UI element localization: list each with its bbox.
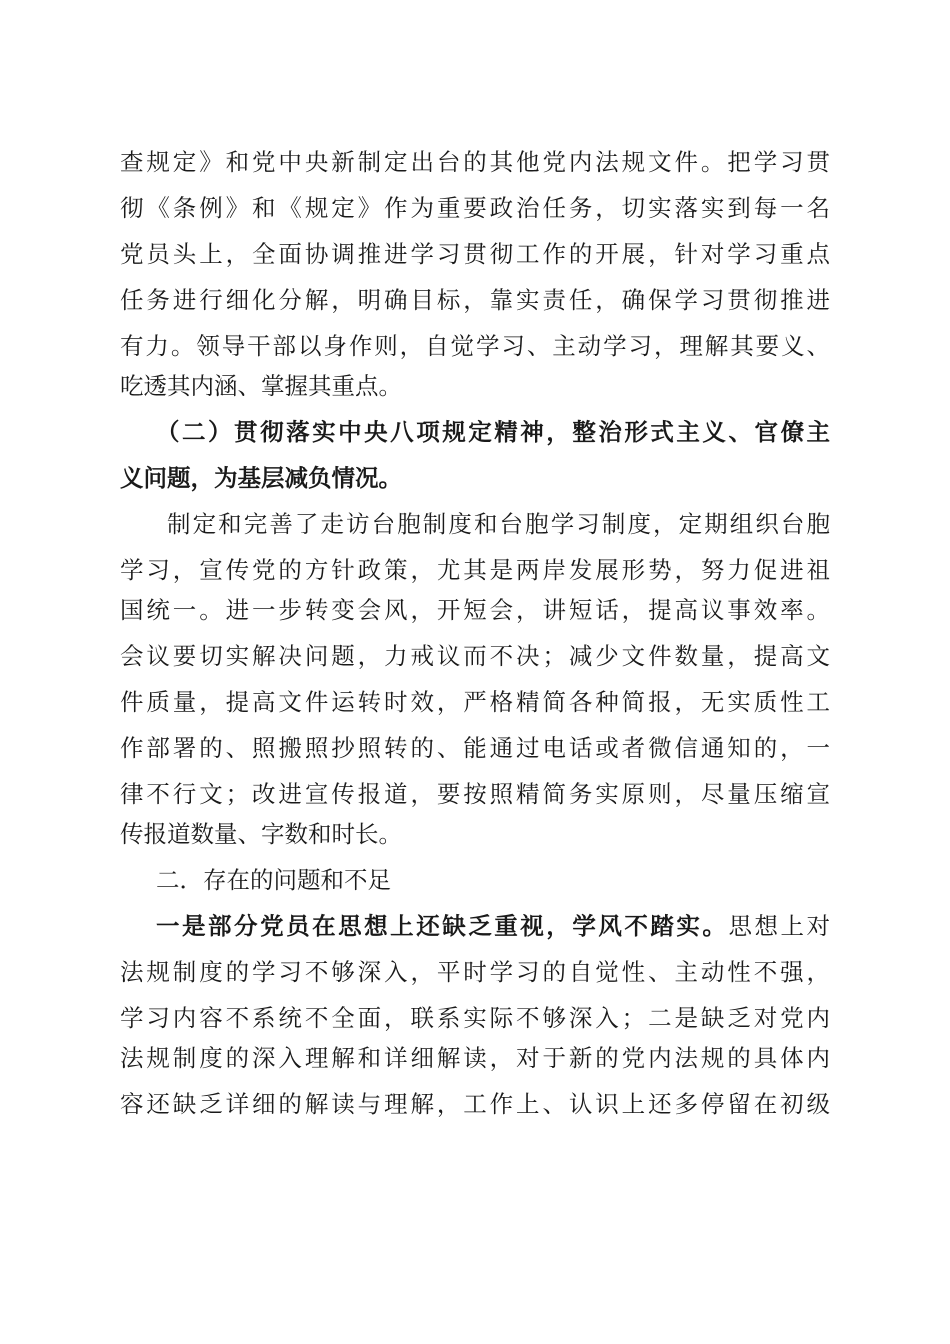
paragraph-2-line-6: 作部署的、照搬照抄照转的、能通过电话或者微信通知的，一 (120, 734, 830, 762)
paragraph-1-line-1: 查规定》和党中央新制定出台的其他党内法规文件。把学习贯 (120, 148, 830, 176)
paragraph-3-bold-lead: 一是部分党员在思想上还缺乏重视，学风不踏实。 (156, 912, 729, 940)
paragraph-1-line-4: 任务进行细化分解，明确目标，靠实责任，确保学习贯彻推进 (120, 286, 830, 314)
paragraph-2-line-4: 会议要切实解决问题，力戒议而不决；减少文件数量，提高文 (120, 642, 830, 670)
paragraph-3-line-5: 容还缺乏详细的解读与理解，工作上、认识上还多停留在初级 (120, 1090, 830, 1118)
section-heading-2-line-1: （二）贯彻落实中央八项规定精神，整治形式主义、官僚主 (156, 418, 830, 446)
paragraph-2-line-5: 件质量，提高文件运转时效，严格精简各种简报，无实质性工 (120, 688, 830, 716)
paragraph-1-line-2: 彻《条例》和《规定》作为重要政治任务，切实落实到每一名 (120, 194, 830, 222)
section-heading-2-line-2: 义问题，为基层减负情况。 (120, 464, 402, 492)
paragraph-1-line-6: 吃透其内涵、掌握其重点。 (120, 372, 402, 400)
paragraph-3-line-4: 法规制度的深入理解和详细解读，对于新的党内法规的具体内 (120, 1044, 830, 1072)
paragraph-3-line-3: 学习内容不系统不全面，联系实际不够深入；二是缺乏对党内 (120, 1004, 830, 1032)
paragraph-3-line-1 (156, 904, 830, 948)
paragraph-1-line-3: 党员头上，全面协调推进学习贯彻工作的开展，针对学习重点 (120, 240, 830, 268)
paragraph-3-line-2: 法规制度的学习不够深入，平时学习的自觉性、主动性不强， (120, 958, 830, 986)
paragraph-3-line-1-rest: 思想上对 (728, 912, 831, 940)
paragraph-2-line-2: 学习，宣传党的方针政策，尤其是两岸发展形势，努力促进祖 (120, 556, 830, 584)
paragraph-1-line-5: 有力。领导干部以身作则，自觉学习、主动学习，理解其要义、 (120, 332, 830, 360)
section-heading-problems: 二．存在的问题和不足 (156, 866, 391, 894)
paragraph-2-line-7: 律不行文；改进宣传报道，要按照精简务实原则，尽量压缩宣 (120, 780, 830, 808)
paragraph-2-line-8: 传报道数量、字数和时长。 (120, 820, 402, 848)
paragraph-2-line-1: 制定和完善了走访台胞制度和台胞学习制度，定期组织台胞 (167, 510, 830, 538)
paragraph-2-line-3: 国统一。进一步转变会风，开短会，讲短话，提高议事效率。 (120, 596, 830, 624)
